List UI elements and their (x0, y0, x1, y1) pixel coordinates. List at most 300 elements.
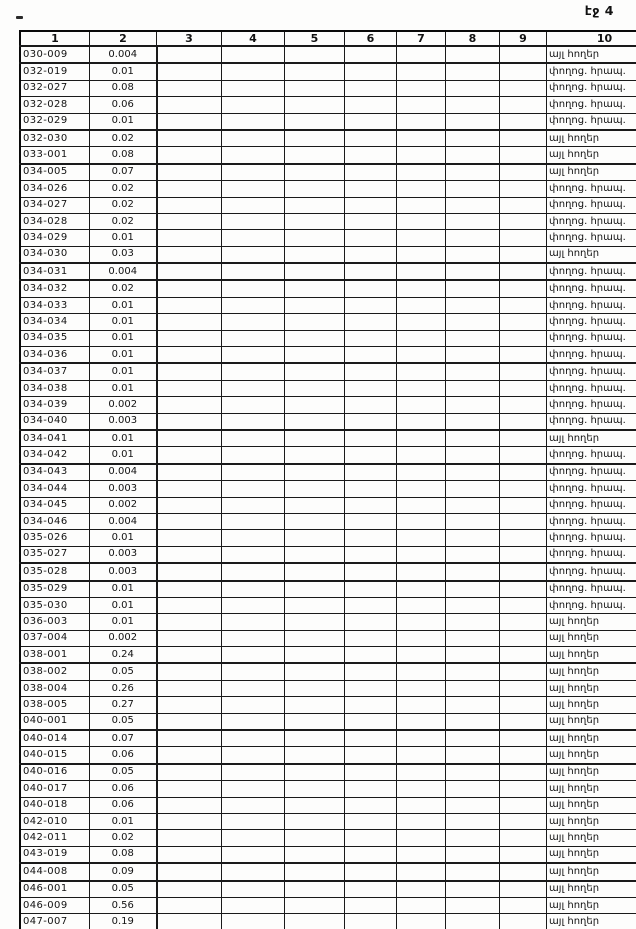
cell-parcel-code: 034-041 (20, 430, 90, 447)
cell-empty (285, 647, 345, 664)
cell-empty (397, 614, 446, 630)
cell-empty (446, 63, 500, 80)
cell-area-value: 0.01 (90, 330, 157, 346)
cell-empty (222, 230, 285, 246)
cell-area-value: 0.09 (90, 863, 157, 880)
cell-empty (500, 563, 547, 580)
cell-land-use: այլ հողեր (547, 46, 636, 63)
cell-parcel-code: 034-027 (20, 197, 90, 213)
cell-land-use: այլ հողեր (547, 680, 636, 696)
cell-empty (222, 181, 285, 197)
cell-parcel-code: 047-007 (20, 914, 90, 929)
cell-area-value: 0.05 (90, 881, 157, 898)
table-row (20, 697, 636, 713)
cell-empty (397, 113, 446, 130)
cell-empty (446, 481, 500, 497)
cell-empty (222, 764, 285, 781)
cell-empty (345, 813, 397, 829)
cell-empty (285, 97, 345, 113)
table-row (20, 630, 636, 646)
cell-area-value: 0.03 (90, 246, 157, 263)
cell-land-use: փողոց. հրապ. (547, 197, 636, 213)
cell-empty (446, 80, 500, 96)
cell-empty (222, 147, 285, 164)
cell-parcel-code: 036-003 (20, 614, 90, 630)
cell-parcel-code: 034-032 (20, 280, 90, 297)
cell-empty (222, 614, 285, 630)
cell-empty (345, 647, 397, 664)
table-body (20, 46, 636, 929)
table-row (20, 430, 636, 447)
cell-empty (446, 246, 500, 263)
cell-area-value: 0.19 (90, 914, 157, 929)
cell-empty (446, 680, 500, 696)
cell-empty (397, 497, 446, 513)
cell-empty (446, 280, 500, 297)
cell-empty (345, 747, 397, 764)
cell-empty (222, 697, 285, 713)
cell-area-value: 0.08 (90, 80, 157, 96)
cell-land-use: այլ հողեր (547, 764, 636, 781)
cell-empty (157, 914, 222, 929)
cell-empty (157, 881, 222, 898)
header-cell: 4 (222, 31, 285, 46)
cell-parcel-code: 034-039 (20, 397, 90, 413)
cell-land-use: փողոց. հրապ. (547, 581, 636, 598)
cell-empty (222, 497, 285, 513)
cell-empty (285, 464, 345, 481)
cell-area-value: 0.01 (90, 813, 157, 829)
cell-land-use: այլ հողեր (547, 164, 636, 181)
cell-empty (222, 363, 285, 380)
cell-empty (157, 297, 222, 313)
cell-empty (285, 546, 345, 563)
cell-empty (345, 481, 397, 497)
cell-land-use: փողոց. հրապ. (547, 97, 636, 113)
cell-empty (157, 713, 222, 730)
cell-empty (446, 747, 500, 764)
header-cell: 9 (500, 31, 547, 46)
land-register-table (19, 30, 636, 929)
cell-land-use: փողոց. հրապ. (547, 80, 636, 96)
cell-empty (222, 713, 285, 730)
table-row (20, 846, 636, 863)
cell-land-use: փողոց. հրապ. (547, 280, 636, 297)
cell-empty (397, 513, 446, 529)
table-row (20, 597, 636, 613)
cell-empty (222, 130, 285, 147)
table-row (20, 781, 636, 797)
header-cell: 7 (397, 31, 446, 46)
cell-empty (345, 80, 397, 96)
table-row (20, 213, 636, 229)
cell-empty (446, 380, 500, 396)
cell-empty (397, 680, 446, 696)
cell-area-value: 0.003 (90, 481, 157, 497)
cell-empty (446, 447, 500, 464)
cell-empty (397, 830, 446, 846)
cell-empty (157, 430, 222, 447)
table-row (20, 897, 636, 913)
cell-empty (500, 513, 547, 529)
cell-empty (222, 46, 285, 63)
cell-empty (222, 881, 285, 898)
cell-empty (500, 230, 547, 246)
cell-empty (446, 197, 500, 213)
cell-empty (222, 647, 285, 664)
cell-empty (222, 314, 285, 330)
cell-empty (285, 663, 345, 680)
cell-empty (345, 464, 397, 481)
cell-empty (500, 663, 547, 680)
cell-empty (397, 197, 446, 213)
cell-empty (397, 813, 446, 829)
cell-land-use: փողոց. հրապ. (547, 380, 636, 396)
cell-empty (345, 97, 397, 113)
cell-empty (157, 314, 222, 330)
cell-empty (285, 80, 345, 96)
cell-area-value: 0.26 (90, 680, 157, 696)
cell-empty (446, 363, 500, 380)
table-row (20, 330, 636, 346)
cell-empty (446, 563, 500, 580)
cell-area-value: 0.56 (90, 897, 157, 913)
cell-empty (157, 697, 222, 713)
cell-empty (397, 130, 446, 147)
cell-land-use: այլ հողեր (547, 647, 636, 664)
cell-empty (222, 914, 285, 929)
cell-empty (222, 663, 285, 680)
cell-empty (157, 63, 222, 80)
cell-empty (345, 614, 397, 630)
cell-area-value: 0.24 (90, 647, 157, 664)
cell-empty (500, 63, 547, 80)
cell-land-use: փողոց. հրապ. (547, 181, 636, 197)
cell-area-value: 0.004 (90, 263, 157, 280)
cell-empty (285, 347, 345, 364)
cell-land-use: փողոց. հրապ. (547, 363, 636, 380)
cell-empty (345, 347, 397, 364)
cell-empty (222, 397, 285, 413)
header-cell: 2 (90, 31, 157, 46)
cell-empty (157, 147, 222, 164)
cell-empty (345, 697, 397, 713)
cell-empty (500, 263, 547, 280)
cell-empty (446, 430, 500, 447)
cell-area-value: 0.01 (90, 314, 157, 330)
cell-land-use: փողոց. հրապ. (547, 464, 636, 481)
cell-empty (345, 230, 397, 246)
cell-empty (446, 46, 500, 63)
header-cell: 1 (20, 31, 90, 46)
cell-empty (500, 80, 547, 96)
cell-empty (345, 314, 397, 330)
table-row (20, 63, 636, 80)
cell-land-use: փողոց. հրապ. (547, 497, 636, 513)
cell-empty (500, 447, 547, 464)
cell-land-use: փողոց. հրապ. (547, 347, 636, 364)
cell-empty (397, 730, 446, 747)
cell-empty (397, 330, 446, 346)
cell-empty (285, 513, 345, 529)
cell-empty (446, 181, 500, 197)
cell-parcel-code: 037-004 (20, 630, 90, 646)
table-row (20, 863, 636, 880)
cell-empty (222, 413, 285, 430)
cell-empty (157, 897, 222, 913)
cell-land-use: փողոց. հրապ. (547, 397, 636, 413)
cell-empty (222, 263, 285, 280)
cell-parcel-code: 044-008 (20, 863, 90, 880)
cell-empty (345, 246, 397, 263)
cell-empty (222, 546, 285, 563)
table-row (20, 181, 636, 197)
cell-land-use: փողոց. հրապ. (547, 330, 636, 346)
cell-empty (397, 581, 446, 598)
cell-area-value: 0.002 (90, 397, 157, 413)
cell-parcel-code: 034-036 (20, 347, 90, 364)
cell-land-use: այլ հողեր (547, 897, 636, 913)
table-row (20, 530, 636, 546)
cell-empty (446, 713, 500, 730)
cell-empty (397, 481, 446, 497)
cell-parcel-code: 032-028 (20, 97, 90, 113)
cell-empty (397, 447, 446, 464)
cell-empty (397, 263, 446, 280)
cell-empty (446, 730, 500, 747)
cell-empty (285, 213, 345, 229)
cell-area-value: 0.004 (90, 513, 157, 529)
cell-empty (500, 730, 547, 747)
cell-empty (285, 497, 345, 513)
table-row (20, 447, 636, 464)
cell-parcel-code: 034-034 (20, 314, 90, 330)
table-row (20, 113, 636, 130)
cell-area-value: 0.06 (90, 797, 157, 813)
cell-parcel-code: 032-030 (20, 130, 90, 147)
cell-land-use: այլ հողեր (547, 713, 636, 730)
cell-empty (500, 413, 547, 430)
cell-empty (446, 597, 500, 613)
cell-empty (500, 764, 547, 781)
table-row (20, 513, 636, 529)
cell-empty (157, 530, 222, 546)
cell-empty (285, 447, 345, 464)
cell-empty (397, 647, 446, 664)
cell-parcel-code: 034-044 (20, 481, 90, 497)
cell-land-use: այլ հողեր (547, 614, 636, 630)
cell-empty (222, 213, 285, 229)
table-row (20, 797, 636, 813)
cell-empty (446, 147, 500, 164)
cell-empty (446, 764, 500, 781)
header-cell: 8 (446, 31, 500, 46)
cell-area-value: 0.003 (90, 563, 157, 580)
cell-empty (446, 297, 500, 313)
cell-empty (345, 680, 397, 696)
cell-empty (285, 764, 345, 781)
cell-empty (157, 581, 222, 598)
cell-empty (345, 713, 397, 730)
cell-empty (285, 430, 345, 447)
cell-empty (345, 597, 397, 613)
cell-empty (500, 113, 547, 130)
cell-empty (345, 147, 397, 164)
cell-empty (500, 630, 547, 646)
cell-land-use: այլ հողեր (547, 663, 636, 680)
cell-area-value: 0.01 (90, 530, 157, 546)
cell-land-use: այլ հողեր (547, 246, 636, 263)
cell-empty (222, 830, 285, 846)
cell-empty (397, 363, 446, 380)
cell-empty (500, 614, 547, 630)
cell-land-use: այլ հողեր (547, 830, 636, 846)
cell-empty (397, 97, 446, 113)
cell-empty (345, 546, 397, 563)
cell-empty (222, 330, 285, 346)
scan-artifact (16, 16, 23, 19)
table-row (20, 830, 636, 846)
table-row (20, 230, 636, 246)
cell-empty (500, 530, 547, 546)
cell-land-use: այլ հողեր (547, 781, 636, 797)
cell-empty (345, 513, 397, 529)
cell-empty (500, 647, 547, 664)
cell-empty (345, 630, 397, 646)
cell-empty (285, 263, 345, 280)
cell-empty (446, 164, 500, 181)
cell-empty (157, 447, 222, 464)
cell-area-value: 0.003 (90, 413, 157, 430)
cell-empty (397, 347, 446, 364)
cell-area-value: 0.06 (90, 97, 157, 113)
cell-empty (157, 563, 222, 580)
table-row (20, 546, 636, 563)
cell-empty (157, 113, 222, 130)
cell-empty (397, 147, 446, 164)
cell-empty (397, 297, 446, 313)
cell-empty (285, 481, 345, 497)
table-row (20, 246, 636, 263)
cell-empty (222, 80, 285, 96)
cell-empty (157, 97, 222, 113)
cell-empty (397, 597, 446, 613)
cell-empty (285, 63, 345, 80)
cell-empty (446, 813, 500, 829)
cell-parcel-code: 035-029 (20, 581, 90, 598)
cell-empty (500, 881, 547, 898)
cell-parcel-code: 034-030 (20, 246, 90, 263)
cell-empty (285, 897, 345, 913)
cell-empty (345, 764, 397, 781)
cell-empty (222, 113, 285, 130)
header-cell: 6 (345, 31, 397, 46)
cell-empty (397, 563, 446, 580)
table-row (20, 80, 636, 96)
cell-empty (157, 181, 222, 197)
cell-empty (222, 280, 285, 297)
cell-empty (285, 197, 345, 213)
cell-empty (446, 97, 500, 113)
cell-parcel-code: 034-042 (20, 447, 90, 464)
table-row (20, 747, 636, 764)
cell-empty (500, 181, 547, 197)
cell-empty (345, 181, 397, 197)
cell-empty (222, 430, 285, 447)
cell-parcel-code: 034-040 (20, 413, 90, 430)
cell-area-value: 0.27 (90, 697, 157, 713)
cell-land-use: փողոց. հրապ. (547, 413, 636, 430)
cell-empty (222, 481, 285, 497)
cell-empty (345, 730, 397, 747)
cell-empty (157, 630, 222, 646)
cell-parcel-code: 035-026 (20, 530, 90, 546)
cell-land-use: այլ հողեր (547, 630, 636, 646)
table-row (20, 813, 636, 829)
cell-area-value: 0.08 (90, 846, 157, 863)
cell-empty (500, 863, 547, 880)
cell-empty (446, 213, 500, 229)
page-number-label: էջ 4 (584, 3, 614, 18)
cell-parcel-code: 034-033 (20, 297, 90, 313)
cell-empty (345, 363, 397, 380)
cell-empty (222, 63, 285, 80)
cell-parcel-code: 046-009 (20, 897, 90, 913)
cell-empty (500, 280, 547, 297)
cell-area-value: 0.002 (90, 497, 157, 513)
cell-empty (446, 413, 500, 430)
cell-area-value: 0.01 (90, 430, 157, 447)
cell-empty (500, 46, 547, 63)
cell-empty (397, 280, 446, 297)
cell-parcel-code: 038-004 (20, 680, 90, 696)
cell-empty (157, 614, 222, 630)
cell-empty (345, 63, 397, 80)
table-row (20, 363, 636, 380)
cell-empty (397, 747, 446, 764)
cell-parcel-code: 038-005 (20, 697, 90, 713)
cell-parcel-code: 032-019 (20, 63, 90, 80)
table-row (20, 397, 636, 413)
cell-empty (397, 164, 446, 181)
cell-empty (397, 46, 446, 63)
cell-parcel-code: 034-028 (20, 213, 90, 229)
table-row (20, 46, 636, 63)
cell-empty (446, 581, 500, 598)
cell-empty (446, 881, 500, 898)
cell-parcel-code: 042-010 (20, 813, 90, 829)
cell-land-use: փողոց. հրապ. (547, 63, 636, 80)
cell-empty (222, 246, 285, 263)
cell-empty (345, 46, 397, 63)
table-row (20, 130, 636, 147)
cell-empty (222, 863, 285, 880)
cell-area-value: 0.01 (90, 447, 157, 464)
cell-empty (285, 881, 345, 898)
cell-empty (157, 46, 222, 63)
cell-parcel-code: 034-031 (20, 263, 90, 280)
cell-empty (397, 846, 446, 863)
cell-land-use: այլ հողեր (547, 430, 636, 447)
cell-area-value: 0.01 (90, 63, 157, 80)
cell-empty (345, 830, 397, 846)
cell-empty (285, 797, 345, 813)
cell-empty (285, 914, 345, 929)
cell-empty (222, 897, 285, 913)
cell-empty (500, 297, 547, 313)
cell-area-value: 0.02 (90, 830, 157, 846)
cell-area-value: 0.01 (90, 113, 157, 130)
